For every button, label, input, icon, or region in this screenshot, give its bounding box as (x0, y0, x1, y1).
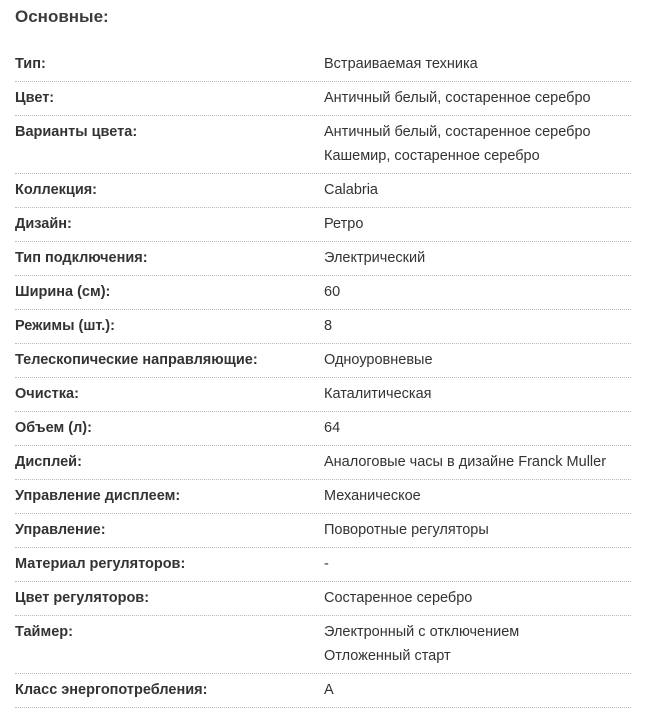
spec-value (324, 385, 631, 404)
spec-value (324, 487, 631, 506)
spec-row (15, 310, 631, 344)
spec-value-line: Электрический (324, 250, 426, 266)
spec-value-line: Античный белый, состаренное серебро (324, 124, 591, 140)
spec-label: Телескопические направляющие: (15, 352, 258, 368)
spec-value (324, 453, 631, 472)
spec-value (324, 181, 631, 200)
spec-row (15, 378, 631, 412)
spec-row (15, 174, 631, 208)
spec-value (324, 419, 631, 438)
spec-value (324, 351, 631, 370)
spec-row (15, 514, 631, 548)
spec-label: Материал регуляторов: (15, 556, 186, 572)
spec-value (324, 283, 631, 302)
spec-value-line: 64 (324, 420, 341, 436)
spec-row (15, 242, 631, 276)
spec-label: Таймер: (15, 624, 73, 640)
spec-value (324, 589, 631, 608)
spec-label: Управление дисплеем: (15, 488, 181, 504)
spec-label: Ширина (см): (15, 284, 111, 300)
spec-value (324, 55, 631, 74)
spec-value-line: Одноуровневые (324, 352, 433, 368)
spec-label: Объем (л): (15, 420, 92, 436)
spec-value-line: Электронный с отключением (324, 624, 520, 640)
spec-value-line: Кашемир, состаренное серебро (324, 148, 540, 164)
spec-value (324, 215, 631, 234)
spec-value-line: Calabria (324, 182, 378, 198)
spec-label: Управление: (15, 522, 106, 538)
spec-label: Дизайн: (15, 216, 72, 232)
spec-row (15, 116, 631, 174)
spec-row (15, 208, 631, 242)
spec-value-line: Поворотные регуляторы (324, 522, 489, 538)
spec-label: Варианты цвета: (15, 124, 138, 140)
spec-value (324, 521, 631, 540)
spec-row (15, 48, 631, 82)
spec-value-line: Аналоговые часы в дизайне Franck Muller (324, 454, 607, 470)
spec-label: Коллекция: (15, 182, 98, 198)
spec-row (15, 446, 631, 480)
spec-value (324, 317, 631, 336)
spec-label: Дисплей: (15, 454, 82, 470)
spec-label: Режимы (шт.): (15, 318, 115, 334)
spec-value-line: A (324, 682, 334, 698)
spec-label: Цвет: (15, 90, 55, 106)
specs-table (15, 48, 631, 708)
spec-row (15, 548, 631, 582)
spec-value-line: Механическое (324, 488, 421, 504)
spec-row (15, 480, 631, 514)
spec-row (15, 674, 631, 708)
spec-value-line: Отложенный старт (324, 648, 451, 664)
spec-value (324, 89, 631, 108)
spec-value (324, 623, 631, 666)
spec-value (324, 249, 631, 268)
spec-value (324, 681, 631, 700)
spec-value (324, 123, 631, 166)
spec-label: Класс энергопотребления: (15, 682, 208, 698)
spec-label: Цвет регуляторов: (15, 590, 150, 606)
spec-value (324, 555, 631, 574)
spec-row (15, 582, 631, 616)
spec-value-line: 8 (324, 318, 333, 334)
spec-value-line: Встраиваемая техника (324, 56, 478, 72)
spec-row (15, 616, 631, 674)
spec-row (15, 276, 631, 310)
spec-value-line: 60 (324, 284, 341, 300)
spec-label: Тип: (15, 56, 46, 72)
spec-row (15, 344, 631, 378)
spec-label: Очистка: (15, 386, 79, 402)
spec-value-line: Античный белый, состаренное серебро (324, 90, 591, 106)
spec-row (15, 412, 631, 446)
spec-value-line: Состаренное серебро (324, 590, 473, 606)
spec-label: Тип подключения: (15, 250, 148, 266)
section-title: Основные: (15, 7, 109, 26)
spec-value-line: Каталитическая (324, 386, 432, 402)
spec-value-line: - (324, 556, 329, 572)
spec-value-line: Ретро (324, 216, 364, 232)
spec-row (15, 82, 631, 116)
